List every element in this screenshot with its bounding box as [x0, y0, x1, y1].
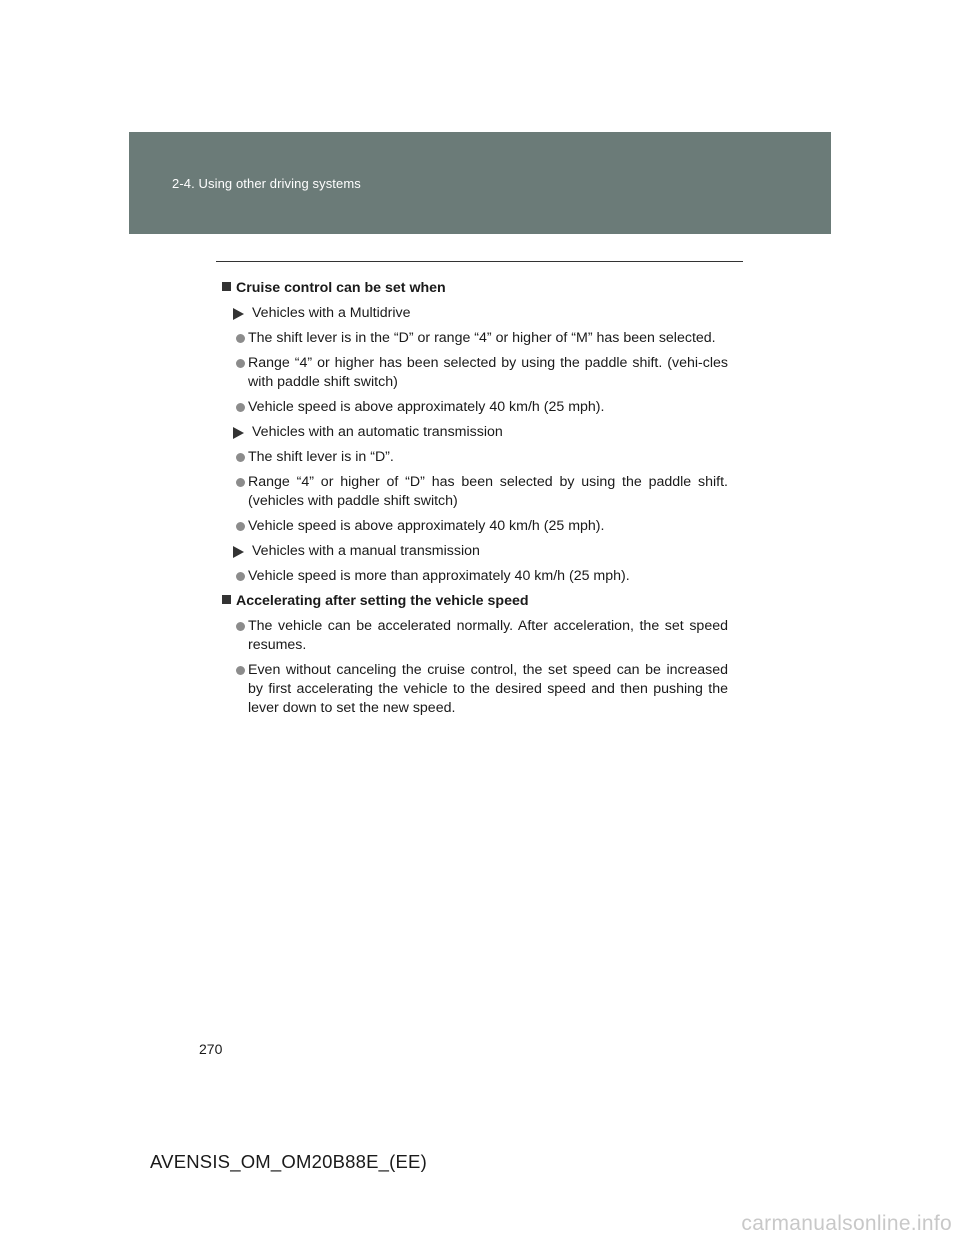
list-item	[236, 398, 728, 417]
section-heading-text: Accelerating after setting the vehicle speed	[236, 593, 529, 609]
triangle-arrow-icon	[233, 546, 244, 558]
section-heading	[222, 279, 728, 298]
page-number: 270	[199, 1041, 223, 1057]
round-bullet-icon	[236, 334, 245, 343]
round-bullet-icon	[236, 359, 245, 368]
list-item	[236, 329, 728, 348]
list-item	[236, 661, 728, 718]
section-heading-text: Cruise control can be set when	[236, 280, 446, 296]
header-band	[129, 132, 831, 234]
list-item-text: The shift lever is in the “D” or range “4” or higher of “M” has been selected.	[248, 330, 716, 346]
section-heading	[222, 592, 728, 611]
list-item-text: The vehicle can be accelerated normally. After acceleration, the set speed resumes.	[248, 618, 728, 653]
square-bullet-icon	[222, 282, 231, 291]
round-bullet-icon	[236, 522, 245, 531]
list-item	[236, 354, 728, 392]
list-item-text: The shift lever is in “D”.	[248, 449, 394, 465]
list-item-text: Vehicle speed is above approximately 40 km/h (25 mph).	[248, 518, 605, 534]
list-item	[236, 567, 728, 586]
section-title: 2-4. Using other driving systems	[172, 176, 361, 191]
document-code: AVENSIS_OM_OM20B88E_(EE)	[150, 1151, 427, 1172]
list-item-text: Range “4” or higher of “D” has been selected by using the paddle shift. (vehicles with paddle shift switch)	[248, 474, 728, 509]
triangle-arrow-icon	[233, 427, 244, 439]
sub-heading-text: Vehicles with a Multidrive	[252, 305, 411, 321]
list-item-text: Range “4” or higher has been selected by using the paddle shift. (vehi-cles with paddle shift switch)	[248, 355, 728, 390]
content-area	[222, 279, 728, 724]
sub-heading-text: Vehicles with a manual transmission	[252, 543, 480, 559]
round-bullet-icon	[236, 622, 245, 631]
list-item	[236, 473, 728, 511]
list-item	[236, 617, 728, 655]
triangle-arrow-icon	[233, 308, 244, 320]
list-item-text: Vehicle speed is more than approximately 40 km/h (25 mph).	[248, 568, 630, 584]
sub-heading	[233, 304, 728, 323]
divider-rule	[216, 261, 743, 262]
list-item	[236, 448, 728, 467]
round-bullet-icon	[236, 453, 245, 462]
list-item-text: Even without canceling the cruise control, the set speed can be increased by first accelerating the vehicle to the desired speed and then pushing the lever down to set the new speed.	[248, 662, 728, 716]
sub-heading	[233, 423, 728, 442]
round-bullet-icon	[236, 572, 245, 581]
square-bullet-icon	[222, 595, 231, 604]
list-item	[236, 517, 728, 536]
round-bullet-icon	[236, 666, 245, 675]
sub-heading-text: Vehicles with an automatic transmission	[252, 424, 503, 440]
sub-heading	[233, 542, 728, 561]
watermark: carmanualsonline.info	[741, 1212, 952, 1235]
list-item-text: Vehicle speed is above approximately 40 km/h (25 mph).	[248, 399, 605, 415]
round-bullet-icon	[236, 403, 245, 412]
round-bullet-icon	[236, 478, 245, 487]
